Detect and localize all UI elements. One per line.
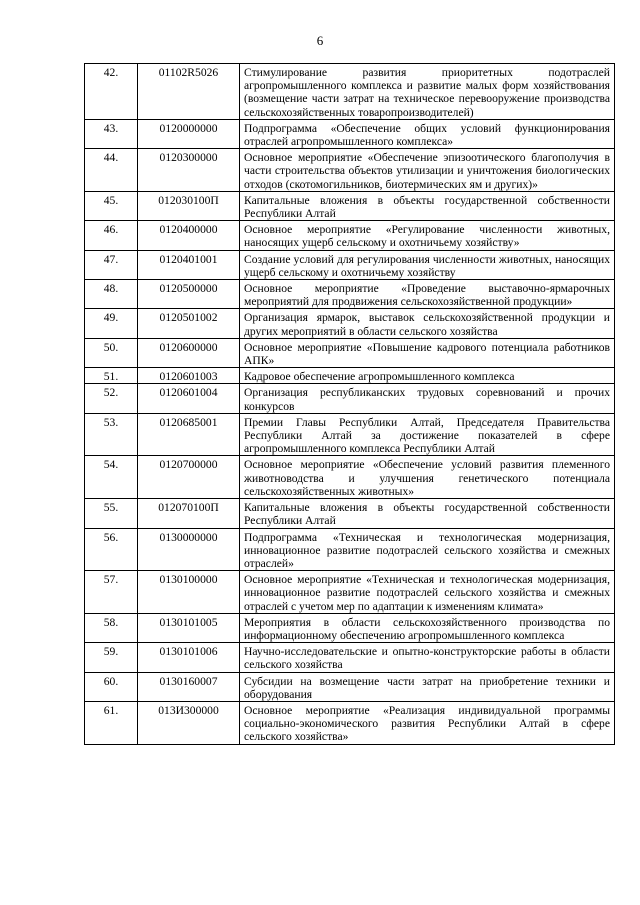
item-name: Стимулирование развития приоритетных подотраслей агропромышленного комплекса и развитие малых форм хозяйствования (возмещение части затрат на техническое перевооружение производства сельскохозяйственных товаропроизводителей): [240, 64, 615, 120]
row-number: 60.: [85, 672, 138, 701]
classification-code: 0120601004: [138, 384, 240, 413]
item-name: Научно-исследовательские и опытно-конструкторские работы в области сельского хозяйства: [240, 643, 615, 672]
item-name: Капитальные вложения в объекты государственной собственности Республики Алтай: [240, 191, 615, 220]
classification-code: 0120300000: [138, 149, 240, 192]
classification-code: 0130000000: [138, 528, 240, 571]
item-name: Подпрограмма «Техническая и технологическая модернизация, инновационное развитие подотраслей сельского хозяйства и смежных отраслей»: [240, 528, 615, 571]
row-number: 45.: [85, 191, 138, 220]
row-number: 59.: [85, 643, 138, 672]
classification-code: 0120400000: [138, 221, 240, 250]
table-row: [85, 672, 615, 701]
table-row: [85, 250, 615, 279]
table-row: [85, 338, 615, 367]
table-row: [85, 221, 615, 250]
table-row: [85, 413, 615, 456]
table-body: [85, 64, 615, 745]
classification-code: 0120700000: [138, 456, 240, 499]
row-number: 47.: [85, 250, 138, 279]
row-number: 48.: [85, 280, 138, 309]
table-row: [85, 613, 615, 642]
classification-code: 0130101005: [138, 613, 240, 642]
table-row: [85, 571, 615, 614]
row-number: 55.: [85, 499, 138, 528]
item-name: Организация ярмарок, выставок сельскохозяйственной продукции и других мероприятий в области сельского хозяйства: [240, 309, 615, 338]
classification-code: 013И300000: [138, 701, 240, 744]
item-name: Основное мероприятие «Реализация индивидуальной программы социально-экономического развития Республики Алтай в сфере сельского хозяйства»: [240, 701, 615, 744]
item-name: Подпрограмма «Обеспечение общих условий функционирования отраслей агропромышленного комплекса»: [240, 119, 615, 148]
row-number: 44.: [85, 149, 138, 192]
item-name: Капитальные вложения в объекты государственной собственности Республики Алтай: [240, 499, 615, 528]
item-name: Организация республиканских трудовых соревнований и прочих конкурсов: [240, 384, 615, 413]
table-row: [85, 191, 615, 220]
table-row: [85, 368, 615, 384]
table-row: [85, 119, 615, 148]
row-number: 42.: [85, 64, 138, 120]
table-row: [85, 64, 615, 120]
item-name: Основное мероприятие «Обеспечение условий развития племенного животноводства и улучшения генетического потенциала сельскохозяйственных животных»: [240, 456, 615, 499]
classification-code: 0120601003: [138, 368, 240, 384]
row-number: 46.: [85, 221, 138, 250]
row-number: 56.: [85, 528, 138, 571]
item-name: Основное мероприятие «Обеспечение эпизоотического благополучия в части строительства объектов утилизации и уничтожения биологических отходов (скотомогильников, биотермических ям и других)»: [240, 149, 615, 192]
classification-code: 0120000000: [138, 119, 240, 148]
classification-code: 0120500000: [138, 280, 240, 309]
table-row: [85, 149, 615, 192]
classification-code: 0120501002: [138, 309, 240, 338]
row-number: 51.: [85, 368, 138, 384]
table-row: [85, 643, 615, 672]
item-name: Основное мероприятие «Регулирование численности животных, наносящих ущерб сельскому и охотничьему хозяйству»: [240, 221, 615, 250]
item-name: Основное мероприятие «Проведение выставочно-ярмарочных мероприятий для продвижения сельскохозяйственной продукции»: [240, 280, 615, 309]
classification-code: 0130160007: [138, 672, 240, 701]
row-number: 54.: [85, 456, 138, 499]
row-number: 52.: [85, 384, 138, 413]
row-number: 43.: [85, 119, 138, 148]
table-row: [85, 309, 615, 338]
item-name: Мероприятия в области сельскохозяйственного производства по информационному обеспечению агропромышленного комплекса: [240, 613, 615, 642]
table-row: [85, 384, 615, 413]
row-number: 58.: [85, 613, 138, 642]
table-row: [85, 456, 615, 499]
table-row: [85, 528, 615, 571]
page-number: 6: [316, 33, 324, 48]
classification-code: 0120685001: [138, 413, 240, 456]
classification-code: 0130100000: [138, 571, 240, 614]
classification-code: 0130101006: [138, 643, 240, 672]
item-name: Основное мероприятие «Повышение кадрового потенциала работников АПК»: [240, 338, 615, 367]
item-name: Премии Главы Республики Алтай, Председателя Правительства Республики Алтай за достижение показателей в сфере агропромышленного комплекса Республики Алтай: [240, 413, 615, 456]
item-name: Кадровое обеспечение агропромышленного комплекса: [240, 368, 615, 384]
row-number: 50.: [85, 338, 138, 367]
classification-code: 012030100П: [138, 191, 240, 220]
classification-code: 0120600000: [138, 338, 240, 367]
classification-code: 0120401001: [138, 250, 240, 279]
table-row: [85, 701, 615, 744]
row-number: 49.: [85, 309, 138, 338]
item-name: Основное мероприятие «Техническая и технологическая модернизация, инновационное развитие подотраслей сельского хозяйства и смежных отраслей с учетом мер по адаптации к изменениям климата»: [240, 571, 615, 614]
row-number: 57.: [85, 571, 138, 614]
row-number: 61.: [85, 701, 138, 744]
table-row: [85, 280, 615, 309]
table-row: [85, 499, 615, 528]
item-name: Субсидии на возмещение части затрат на приобретение техники и оборудования: [240, 672, 615, 701]
budget-code-table: [84, 63, 615, 745]
classification-code: 01102R5026: [138, 64, 240, 120]
row-number: 53.: [85, 413, 138, 456]
classification-code: 012070100П: [138, 499, 240, 528]
item-name: Создание условий для регулирования численности животных, наносящих ущерб сельскому и охотничьему хозяйству: [240, 250, 615, 279]
